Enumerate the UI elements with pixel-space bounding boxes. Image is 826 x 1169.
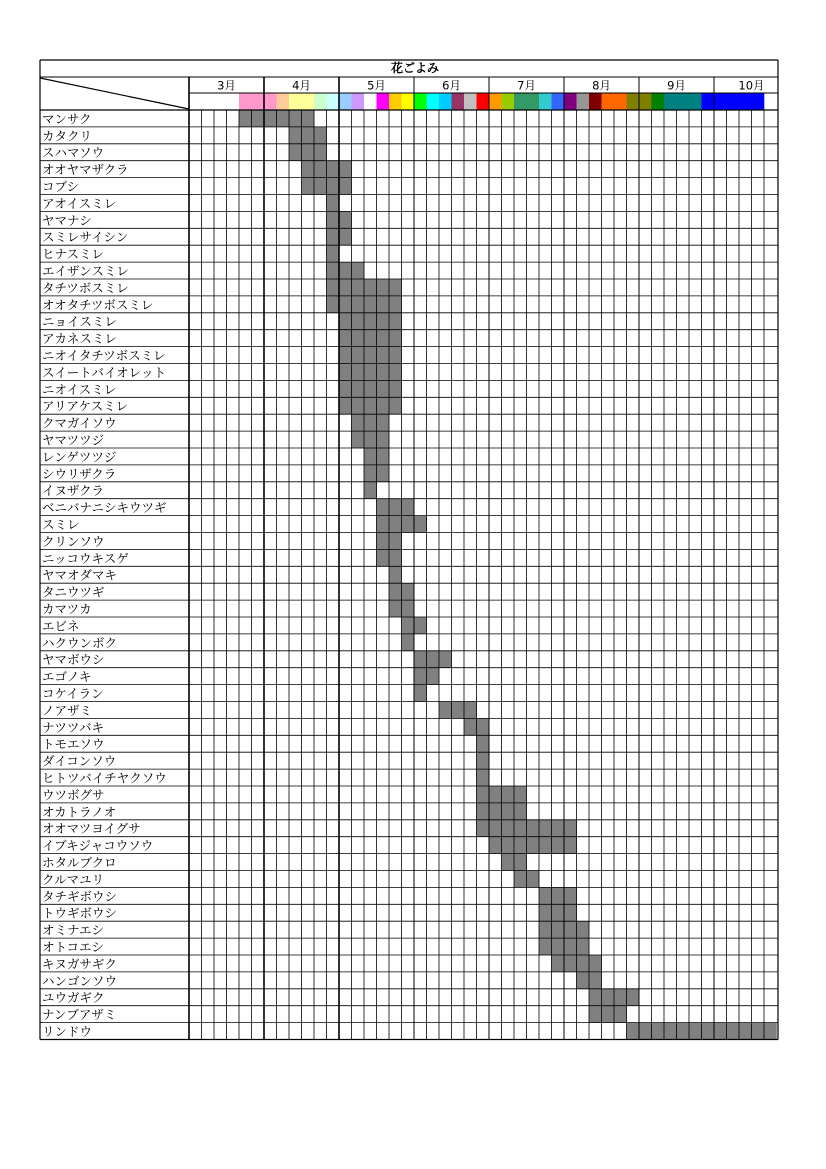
bloom-cell (352, 414, 365, 431)
flower-name: ハクウンボク (42, 635, 118, 651)
bloom-cell (664, 1023, 677, 1040)
color-swatch (589, 93, 602, 110)
bloom-cell (377, 533, 390, 550)
color-swatch (264, 93, 277, 110)
bloom-cell (377, 549, 390, 566)
month-label: 6月 (442, 78, 461, 93)
flower-name: スミレサイシン (42, 229, 129, 245)
bloom-cell (377, 465, 390, 482)
bloom-cell (439, 651, 452, 668)
bloom-cell (339, 397, 352, 414)
bloom-cell (477, 769, 490, 786)
flower-name: ヤマボウシ (42, 652, 105, 668)
bloom-cell (552, 955, 565, 972)
bloom-cell (364, 431, 377, 448)
color-swatch (327, 93, 340, 110)
bloom-cell (552, 887, 565, 904)
bloom-cell (377, 347, 390, 364)
color-swatch (677, 93, 690, 110)
flower-name: ノアザミ (42, 702, 93, 718)
bloom-cell (764, 1023, 777, 1040)
flower-name: ヤマナシ (42, 212, 92, 228)
color-swatch (302, 93, 315, 110)
flower-name: ナンブアザミ (42, 1007, 117, 1023)
bloom-cell (314, 161, 327, 178)
color-swatch (352, 93, 365, 110)
month-label: 4月 (292, 78, 311, 93)
bloom-cell (377, 397, 390, 414)
flower-name: キヌガサギク (42, 956, 117, 972)
bloom-cell (389, 279, 402, 296)
color-swatch (714, 93, 727, 110)
color-swatch (252, 93, 265, 110)
bloom-cell (689, 1023, 702, 1040)
bloom-cell (389, 600, 402, 617)
flower-name: リンドウ (42, 1024, 93, 1039)
bloom-cell (502, 820, 515, 837)
bloom-cell (339, 161, 352, 178)
bloom-cell (364, 347, 377, 364)
flower-name: オミナエシ (42, 922, 105, 938)
bloom-cell (539, 887, 552, 904)
bloom-cell (327, 262, 340, 279)
bloom-cell (389, 397, 402, 414)
color-swatch (739, 93, 752, 110)
bloom-cell (327, 161, 340, 178)
bloom-cell (252, 110, 265, 127)
flower-name: ニオイタチツボスミレ (42, 348, 166, 363)
bloom-cell (364, 364, 377, 381)
bloom-cell (639, 1023, 652, 1040)
color-swatch (289, 93, 302, 110)
bloom-cell (352, 431, 365, 448)
color-swatch (602, 93, 615, 110)
bloom-cell (339, 313, 352, 330)
bloom-cell (327, 296, 340, 313)
bloom-cell (477, 752, 490, 769)
bloom-cell (377, 448, 390, 465)
flower-name: クルマユリ (42, 871, 105, 887)
bloom-cell (389, 549, 402, 566)
bloom-cell (339, 330, 352, 347)
flower-name: ヤマオダマキ (42, 567, 118, 583)
bloom-cell (539, 904, 552, 921)
bloom-cell (327, 279, 340, 296)
color-swatch (564, 93, 577, 110)
bloom-cell (439, 702, 452, 719)
flower-name: ヒナスミレ (42, 246, 105, 262)
bloom-cell (364, 296, 377, 313)
bloom-cell (589, 989, 602, 1006)
bloom-cell (589, 955, 602, 972)
bloom-cell (577, 921, 590, 938)
bloom-cell (627, 989, 640, 1006)
flower-name: スハマソウ (42, 145, 105, 161)
bloom-cell (702, 1023, 715, 1040)
flower-name: レンゲツツジ (42, 449, 117, 465)
flower-name: トウギボウシ (42, 905, 118, 921)
bloom-cell (264, 110, 277, 127)
color-swatch (439, 93, 452, 110)
flower-name: エイザンスミレ (42, 263, 129, 279)
bloom-cell (364, 465, 377, 482)
flower-name: イブキジャコウソウ (42, 838, 154, 854)
bloom-cell (539, 921, 552, 938)
bloom-cell (289, 144, 302, 161)
flower-name: ベニバナニシキウツギ (42, 500, 167, 516)
bloom-cell (614, 1006, 627, 1023)
bloom-cell (352, 380, 365, 397)
flower-name: タニウツギ (42, 584, 105, 600)
flower-name: エビネ (42, 618, 80, 634)
bloom-cell (427, 668, 440, 685)
flower-name: カタクリ (42, 128, 93, 144)
grid-lines (40, 60, 778, 1040)
bloom-cell (539, 938, 552, 955)
bloom-cell (477, 820, 490, 837)
bloom-cell (502, 786, 515, 803)
color-strip (239, 93, 764, 110)
bloom-periods (239, 110, 777, 1040)
flower-name: ナツツバキ (42, 719, 105, 735)
bloom-cell (489, 820, 502, 837)
bloom-cell (627, 1023, 640, 1040)
bloom-cell (389, 566, 402, 583)
bloom-cell (552, 938, 565, 955)
bloom-cell (402, 499, 415, 516)
color-swatch (402, 93, 415, 110)
flower-name: ハンゴンソウ (42, 973, 118, 989)
month-label: 8月 (592, 78, 611, 93)
bloom-cell (389, 364, 402, 381)
bloom-cell (564, 887, 577, 904)
month-label: 10月 (738, 78, 765, 93)
bloom-cell (402, 516, 415, 533)
bloom-cell (302, 110, 315, 127)
bloom-cell (289, 127, 302, 144)
color-swatch (377, 93, 390, 110)
color-swatch (389, 93, 402, 110)
bloom-cell (477, 786, 490, 803)
bloom-cell (377, 364, 390, 381)
bloom-cell (389, 583, 402, 600)
bloom-cell (339, 364, 352, 381)
flower-name: アリアケスミレ (42, 398, 129, 414)
bloom-cell (514, 837, 527, 854)
color-swatch (364, 93, 377, 110)
bloom-cell (352, 279, 365, 296)
flower-name: オカトラノオ (42, 804, 117, 820)
bloom-cell (339, 380, 352, 397)
bloom-cell (377, 279, 390, 296)
bloom-cell (402, 600, 415, 617)
bloom-cell (389, 296, 402, 313)
bloom-cell (302, 161, 315, 178)
color-swatch (539, 93, 552, 110)
color-swatch (577, 93, 590, 110)
flower-name: オオマツヨイグサ (42, 821, 141, 837)
bloom-cell (339, 347, 352, 364)
bloom-cell (589, 1006, 602, 1023)
bloom-cell (539, 820, 552, 837)
flower-name: ヤマツツジ (42, 432, 105, 448)
bloom-cell (564, 938, 577, 955)
flower-name: スイートバイオレット (42, 364, 167, 380)
flower-name: クリンソウ (42, 533, 105, 549)
flower-name: アカネスミレ (42, 331, 117, 347)
bloom-cell (677, 1023, 690, 1040)
bloom-cell (564, 904, 577, 921)
color-swatch (477, 93, 490, 110)
bloom-cell (464, 718, 477, 735)
bloom-cell (327, 245, 340, 262)
bloom-cell (327, 211, 340, 228)
bloom-cell (352, 262, 365, 279)
flower-name: ニッコウキスゲ (42, 550, 129, 566)
bloom-cell (752, 1023, 765, 1040)
flower-name: イヌザクラ (42, 483, 105, 499)
bloom-cell (352, 313, 365, 330)
flower-name: シウリザクラ (42, 466, 117, 482)
bloom-cell (552, 837, 565, 854)
bloom-cell (352, 296, 365, 313)
bloom-cell (477, 718, 490, 735)
bloom-cell (427, 651, 440, 668)
bloom-cell (327, 178, 340, 195)
flower-name: スミレ (42, 517, 80, 532)
bloom-cell (514, 854, 527, 871)
flower-name: ウツボグサ (42, 787, 105, 803)
month-label: 9月 (667, 78, 686, 93)
bloom-cell (602, 989, 615, 1006)
flower-name: マンサク (42, 111, 92, 127)
bloom-cell (564, 820, 577, 837)
bloom-cell (364, 380, 377, 397)
bloom-cell (389, 533, 402, 550)
color-swatch (277, 93, 290, 110)
bloom-cell (302, 178, 315, 195)
color-swatch (639, 93, 652, 110)
bloom-cell (352, 364, 365, 381)
color-swatch (239, 93, 252, 110)
color-swatch (552, 93, 565, 110)
bloom-cell (414, 617, 427, 634)
bloom-cell (477, 803, 490, 820)
bloom-cell (514, 820, 527, 837)
month-label: 7月 (517, 78, 536, 93)
bloom-cell (314, 178, 327, 195)
color-swatch (502, 93, 515, 110)
flower-names (42, 111, 167, 1039)
bloom-cell (239, 110, 252, 127)
bloom-cell (577, 955, 590, 972)
bloom-cell (339, 262, 352, 279)
bloom-cell (414, 668, 427, 685)
bloom-cell (389, 380, 402, 397)
bloom-cell (302, 144, 315, 161)
flower-name: コブシ (42, 179, 80, 194)
color-swatch (752, 93, 765, 110)
bloom-cell (714, 1023, 727, 1040)
bloom-cell (727, 1023, 740, 1040)
month-label: 3月 (217, 78, 236, 93)
bloom-cell (489, 837, 502, 854)
bloom-cell (489, 786, 502, 803)
bloom-cell (564, 955, 577, 972)
bloom-cell (377, 330, 390, 347)
color-swatch (452, 93, 465, 110)
flower-name: カマツカ (42, 601, 92, 617)
color-swatch (664, 93, 677, 110)
bloom-cell (352, 347, 365, 364)
bloom-cell (377, 380, 390, 397)
flower-name: ニオイスミレ (42, 381, 117, 397)
bloom-cell (502, 803, 515, 820)
color-swatch (727, 93, 740, 110)
bloom-cell (389, 516, 402, 533)
bloom-cell (314, 144, 327, 161)
color-swatch (702, 93, 715, 110)
bloom-cell (402, 634, 415, 651)
bloom-cell (414, 516, 427, 533)
flower-name: タチツボスミレ (42, 280, 129, 296)
bloom-cell (289, 110, 302, 127)
bloom-cell (364, 448, 377, 465)
bloom-cell (464, 702, 477, 719)
color-swatch (614, 93, 627, 110)
bloom-cell (502, 854, 515, 871)
flower-name: ユウガギク (42, 990, 105, 1006)
flower-name: ダイコンソウ (42, 753, 117, 769)
bloom-cell (377, 431, 390, 448)
flower-name: エゴノキ (42, 669, 92, 685)
flower-name: オオタチツボスミレ (42, 297, 154, 313)
color-swatch (339, 93, 352, 110)
bloom-cell (364, 313, 377, 330)
flower-name: アオイスミレ (42, 195, 117, 211)
bloom-cell (314, 127, 327, 144)
color-swatch (627, 93, 640, 110)
bloom-cell (327, 228, 340, 245)
bloom-cell (527, 837, 540, 854)
bloom-cell (389, 499, 402, 516)
bloom-cell (339, 178, 352, 195)
bloom-cell (739, 1023, 752, 1040)
bloom-cell (552, 820, 565, 837)
bloom-cell (564, 921, 577, 938)
bloom-cell (564, 837, 577, 854)
bloom-cell (352, 330, 365, 347)
bloom-cell (377, 516, 390, 533)
bloom-cell (352, 397, 365, 414)
bloom-cell (589, 972, 602, 989)
color-swatch (527, 93, 540, 110)
color-swatch (464, 93, 477, 110)
bloom-cell (514, 803, 527, 820)
bloom-cell (377, 414, 390, 431)
bloom-cell (302, 127, 315, 144)
bloom-cell (364, 482, 377, 499)
bloom-cell (402, 617, 415, 634)
bloom-cell (527, 871, 540, 888)
bloom-cell (452, 702, 465, 719)
bloom-cell (339, 211, 352, 228)
bloom-cell (577, 972, 590, 989)
bloom-cell (489, 803, 502, 820)
bloom-cell (414, 651, 427, 668)
bloom-cell (602, 1006, 615, 1023)
color-swatch (314, 93, 327, 110)
bloom-cell (527, 820, 540, 837)
flower-name: タチギボウシ (42, 888, 118, 904)
bloom-cell (389, 330, 402, 347)
bloom-cell (552, 904, 565, 921)
bloom-cell (539, 837, 552, 854)
bloom-cell (364, 330, 377, 347)
month-labels (217, 79, 764, 93)
bloom-cell (389, 313, 402, 330)
color-swatch (689, 93, 702, 110)
sheet-title: 花ごよみ (390, 61, 440, 75)
flower-name: クマガイソウ (42, 415, 117, 431)
bloom-cell (577, 938, 590, 955)
flower-name: ホタルブクロ (42, 855, 117, 870)
color-swatch (514, 93, 527, 110)
bloom-cell (514, 786, 527, 803)
color-swatch (489, 93, 502, 110)
bloom-cell (502, 837, 515, 854)
bloom-cell (364, 414, 377, 431)
bloom-cell (364, 279, 377, 296)
flower-name: オオヤマザクラ (42, 162, 129, 178)
header-diagonal (40, 78, 189, 109)
flower-name: トモエソウ (42, 736, 105, 752)
bloom-cell (414, 685, 427, 702)
bloom-cell (377, 296, 390, 313)
flower-name: コケイラン (42, 686, 104, 701)
bloom-cell (514, 871, 527, 888)
bloom-cell (652, 1023, 665, 1040)
bloom-cell (477, 735, 490, 752)
bloom-cell (339, 228, 352, 245)
flower-name: ヒトツバイチヤクソウ (42, 770, 167, 786)
bloom-cell (364, 397, 377, 414)
bloom-cell (277, 110, 290, 127)
bloom-cell (339, 296, 352, 313)
color-swatch (414, 93, 427, 110)
month-label: 5月 (367, 78, 386, 93)
bloom-cell (614, 989, 627, 1006)
flower-name: オトコエシ (42, 939, 105, 955)
color-swatch (427, 93, 440, 110)
bloom-cell (339, 279, 352, 296)
color-swatch (652, 93, 665, 110)
bloom-cell (377, 499, 390, 516)
flower-name: ニョイスミレ (42, 314, 117, 330)
bloom-cell (402, 583, 415, 600)
bloom-cell (389, 347, 402, 364)
bloom-cell (327, 195, 340, 212)
bloom-cell (552, 921, 565, 938)
bloom-cell (377, 313, 390, 330)
